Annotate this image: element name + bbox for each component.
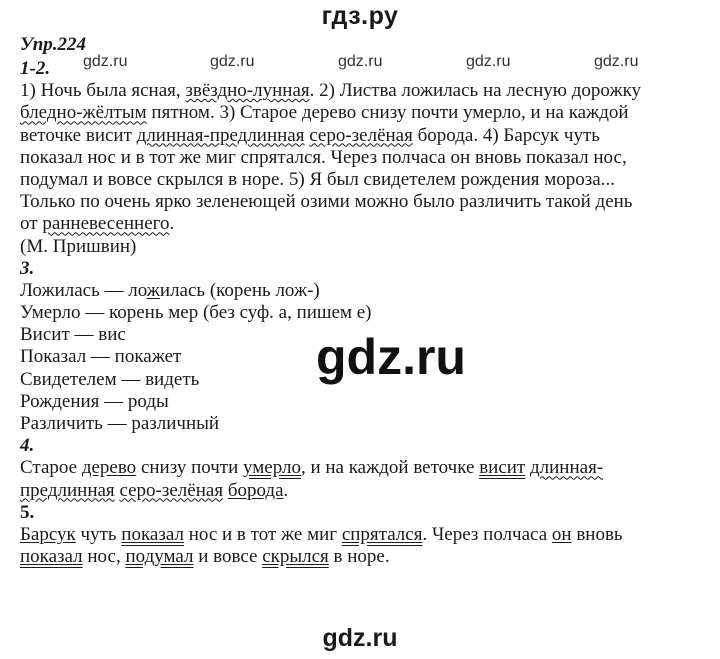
exercise-title: Упр.224	[20, 34, 87, 55]
watermark: gdz.ru	[83, 53, 128, 70]
section-label: 3.	[20, 257, 35, 279]
word-row: Рождения — роды	[20, 390, 169, 412]
watermark: gdz.ru	[594, 53, 639, 70]
word-row: Висит — вис	[20, 324, 126, 346]
word-row: Свидетелем — видеть	[20, 368, 200, 390]
text-line: показал нос и в тот же миг спрятался. Через полчаса он вновь показал нос,	[20, 146, 627, 168]
text-line: Только по очень ярко зеленеющей озими можно было различить такой день	[20, 191, 633, 213]
text-line: веточке висит длинная-предлинная серо-зелёная борода. 4) Барсук чуть	[20, 124, 600, 146]
word-row: Умерло — корень мер (без суф. а, пишем е)	[20, 302, 372, 324]
watermark: gdz.ru	[338, 53, 383, 70]
footer-watermark: gdz.ru	[322, 624, 398, 652]
citation: (М. Пришвин)	[20, 235, 137, 257]
text-line: от ранневесеннего.	[20, 213, 175, 235]
section-label: 4.	[20, 435, 35, 457]
answer-content	[20, 58, 710, 568]
text-line: подумал и вовсе скрылся в норе. 5) Я был свидетелем рождения мороза...	[20, 168, 615, 190]
word-row: Различить — различный	[20, 413, 220, 434]
text-line: показал нос, подумал и вовсе скрылся в норе.	[20, 546, 390, 568]
word-row: Ложилась — ложилась (корень лож-)	[20, 279, 320, 301]
section-label: 1-2.	[20, 58, 51, 79]
text-line: 1) Ночь была ясная, звёздно-лунная. 2) Листва ложилась на лесную дорожку	[20, 80, 642, 102]
center-watermark: gdz.ru	[316, 329, 466, 385]
watermark: gdz.ru	[210, 53, 255, 70]
watermark: gdz.ru	[466, 53, 511, 70]
text-line: бледно-жёлтым пятном. 3) Старое дерево снизу почти умерло, и на каждой	[20, 102, 629, 124]
section-label: 5.	[20, 501, 35, 523]
text-line: Барсук чуть показал нос и в тот же миг спрятался. Через полчаса он вновь	[20, 523, 623, 545]
word-row: Показал — покажет	[20, 346, 182, 368]
text-line: предлинная серо-зелёная борода.	[20, 479, 289, 501]
text-line: Старое дерево снизу почти умерло, и на каждой веточке висит длинная-	[20, 457, 604, 479]
site-title: гдз.ру	[321, 2, 399, 30]
